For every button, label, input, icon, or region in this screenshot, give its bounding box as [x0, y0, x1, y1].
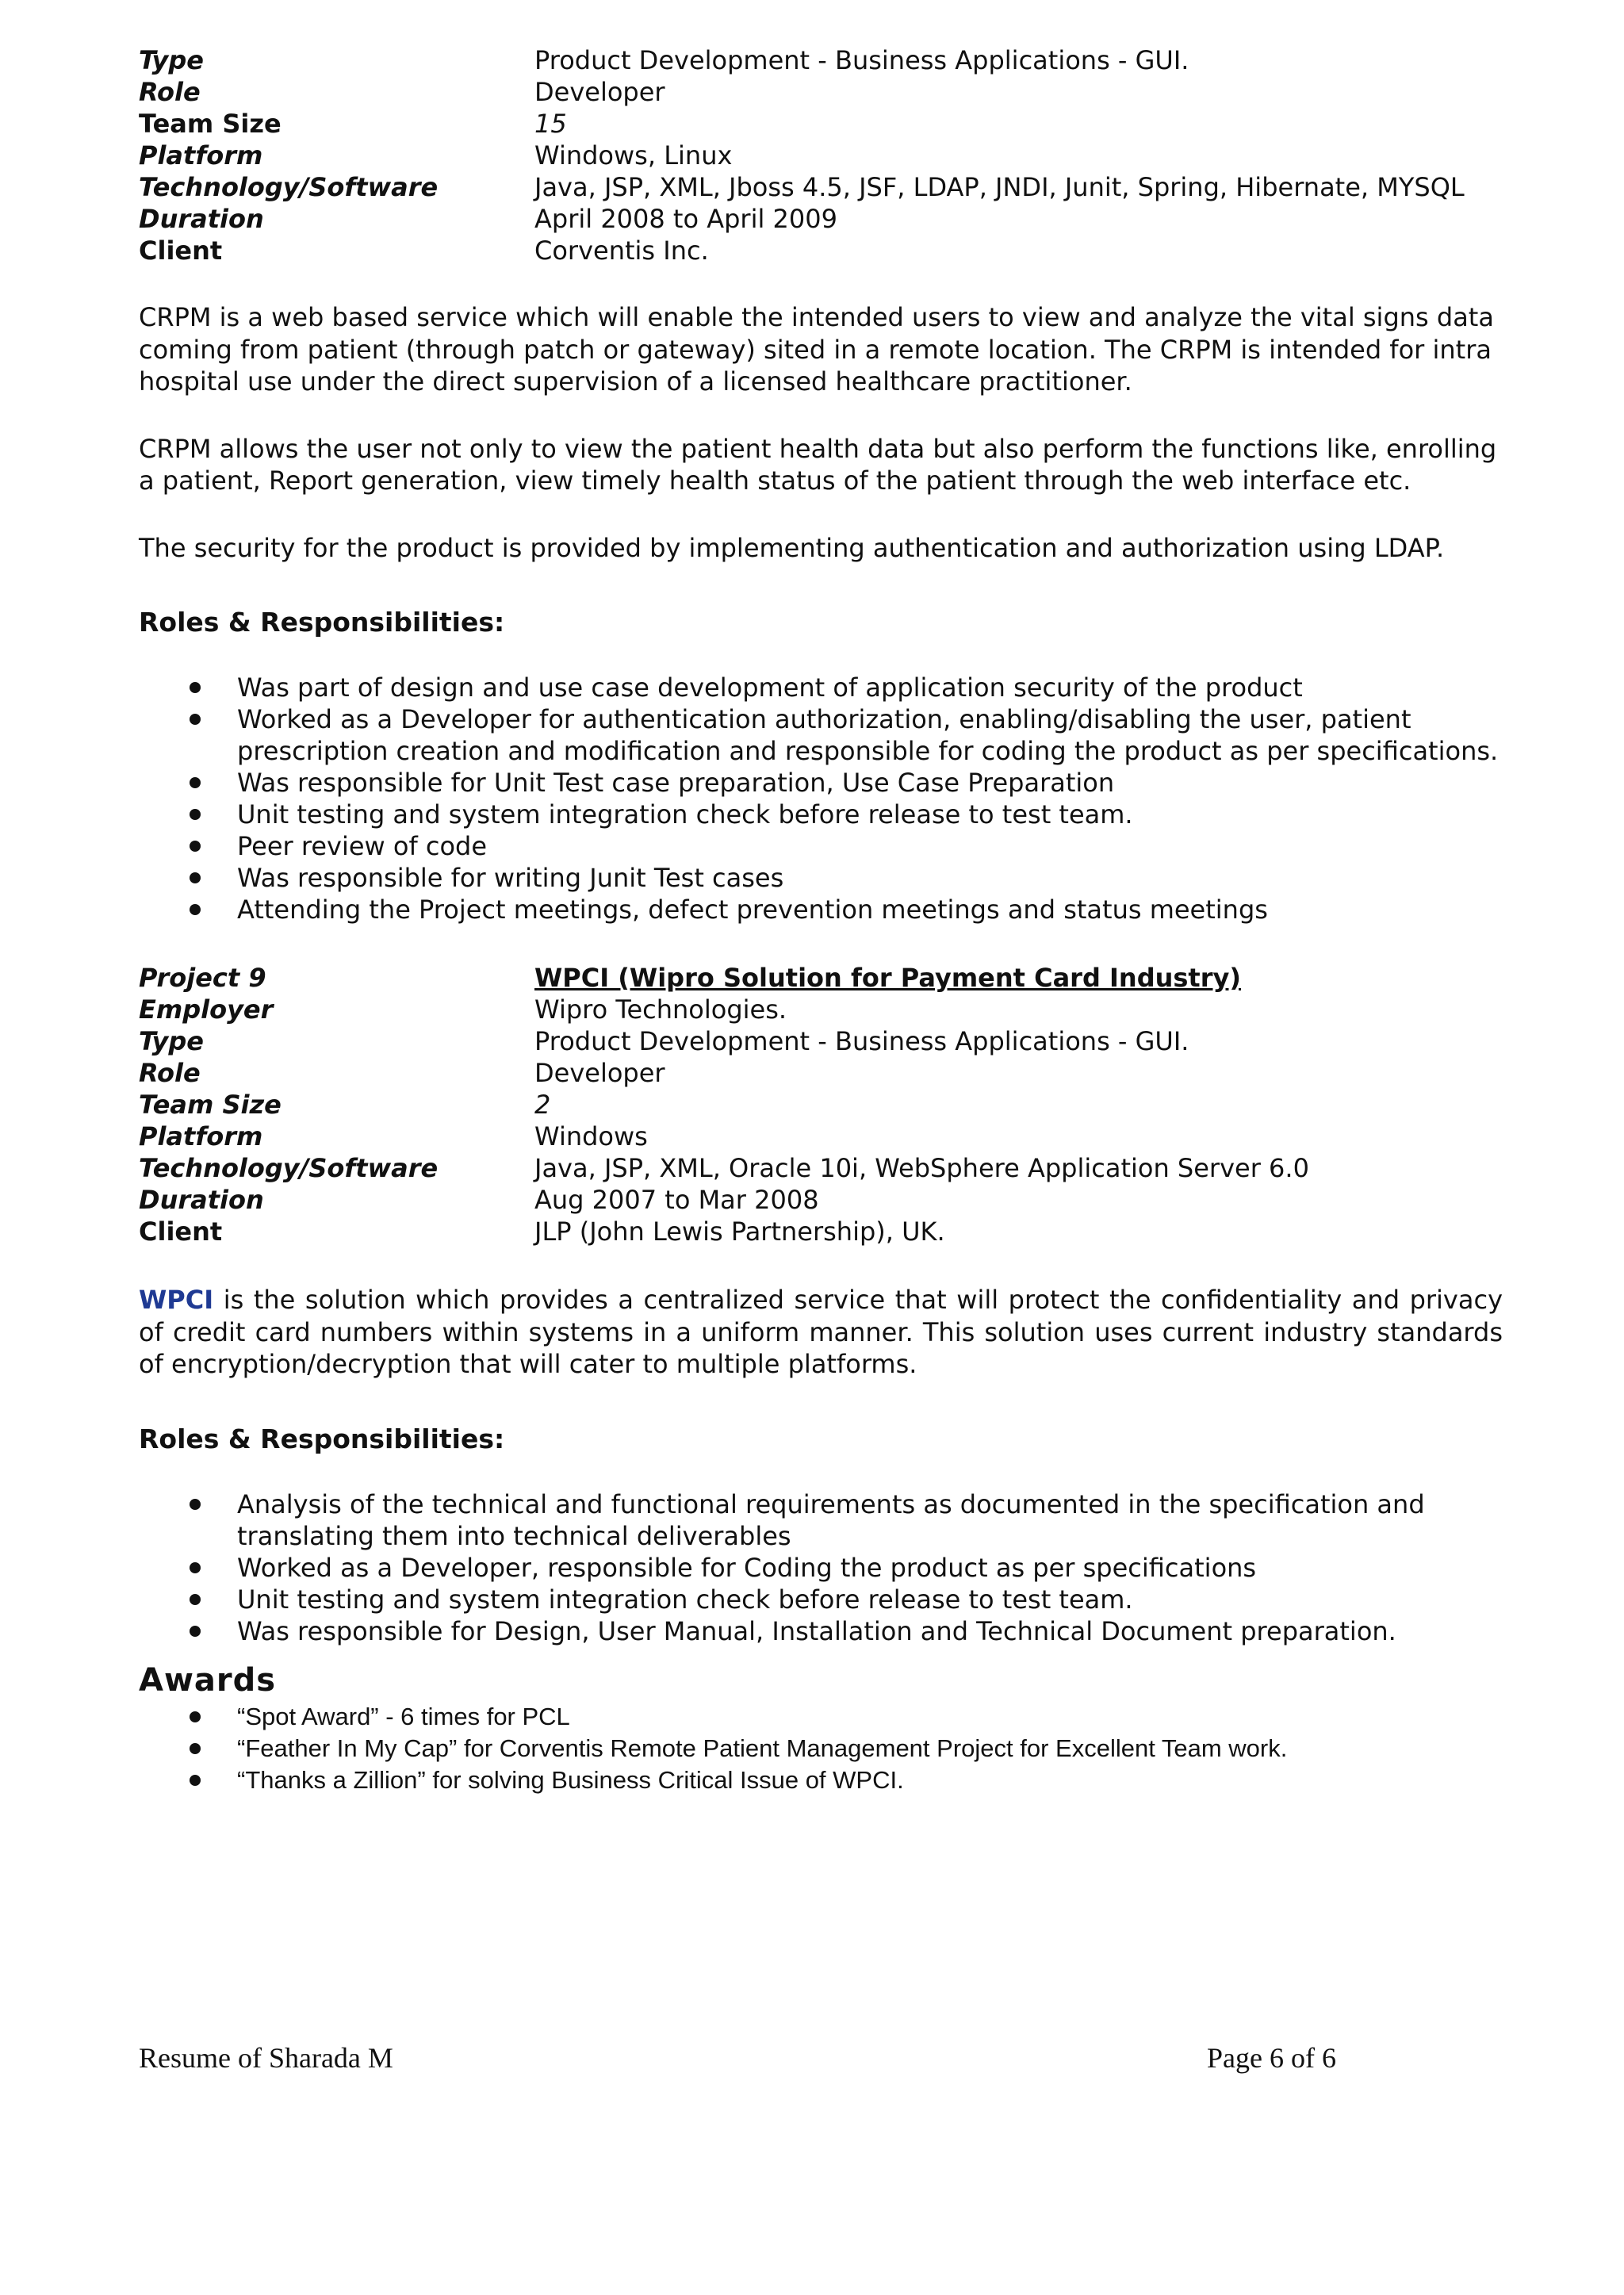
detail-value: Java, JSP, XML, Jboss 4.5, JSF, LDAP, JNDI, Junit, Spring, Hibernate, MYSQL — [534, 172, 1465, 202]
project8-description: CRPM allows the user not only to view the patient health data but also perform the functions like, enrolling a patient, Report generation, view timely health status of the patient through the web interface etc. — [139, 433, 1497, 496]
detail-label: Role — [139, 1058, 201, 1088]
detail-label: Team Size — [139, 109, 282, 139]
detail-row — [139, 1057, 1503, 1089]
list-item: Was responsible for Unit Test case preparation, Use Case Preparation — [139, 767, 1503, 799]
bullet-icon — [190, 1743, 201, 1754]
detail-row — [139, 1184, 1503, 1216]
bullet-icon — [190, 1711, 201, 1722]
detail-label: Client — [139, 1216, 223, 1247]
roles-heading: Roles & Responsibilities: — [139, 1423, 505, 1454]
list-item: Was part of design and use case development of application security of the product — [139, 672, 1503, 703]
detail-row — [139, 994, 1503, 1025]
detail-label: Technology/Software — [139, 172, 439, 202]
list-item: Was responsible for writing Junit Test cases — [139, 862, 1503, 894]
list-item: Attending the Project meetings, defect prevention meetings and status meetings — [139, 894, 1503, 925]
project-title: WPCI (Wipro Solution for Payment Card Industry) — [534, 963, 1241, 993]
detail-value: 2 — [534, 1090, 551, 1120]
detail-value: Corventis Inc. — [534, 236, 709, 266]
bullet-icon — [190, 809, 201, 820]
project8-details — [139, 44, 1503, 266]
list-item: Worked as a Developer for authentication authorization, enabling/disabling the user, patient prescription creation and modification and responsible for coding the product as per specifications. — [139, 703, 1503, 767]
detail-value: Developer — [534, 1058, 665, 1088]
bullet-icon — [190, 904, 201, 915]
project8-description: The security for the product is provided by implementing authentication and authorization using LDAP. — [139, 532, 1445, 563]
awards-list — [139, 1701, 1503, 1796]
bullet-icon — [190, 1775, 201, 1786]
project9-roles-list — [139, 1488, 1503, 1647]
detail-row — [139, 171, 1503, 203]
detail-row — [139, 1025, 1503, 1057]
detail-row — [139, 140, 1503, 171]
list-item: Worked as a Developer, responsible for Coding the product as per specifications — [139, 1552, 1503, 1584]
detail-value: Windows — [534, 1121, 648, 1151]
project8-description: CRPM is a web based service which will enable the intended users to view and analyze the vital signs data coming from patient (through patch or gateway) sited in a remote location. The CRPM is intended for intra hospital use under the direct supervision of a licensed healthcare practitioner. — [139, 302, 1494, 397]
bullet-icon — [190, 1594, 201, 1605]
list-item: “Feather In My Cap” for Corventis Remote Patient Management Project for Excellent Team work. — [139, 1733, 1503, 1764]
bullet-icon — [190, 841, 201, 852]
detail-value: Product Development - Business Applications - GUI. — [534, 45, 1189, 75]
detail-label: Project 9 — [139, 963, 266, 993]
detail-value: Developer — [534, 77, 665, 107]
detail-label: Duration — [139, 1185, 264, 1215]
detail-label: Platform — [139, 1121, 263, 1151]
bullet-icon — [190, 872, 201, 883]
detail-label: Platform — [139, 140, 263, 170]
detail-label: Duration — [139, 204, 264, 234]
project9-details — [139, 962, 1503, 1247]
bullet-icon — [190, 1626, 201, 1637]
detail-value: Wipro Technologies. — [534, 994, 787, 1025]
detail-label: Type — [139, 45, 204, 75]
detail-row — [139, 962, 1503, 994]
bullet-icon — [190, 1499, 201, 1510]
detail-row — [139, 1121, 1503, 1152]
detail-value: Java, JSP, XML, Oracle 10i, WebSphere Application Server 6.0 — [534, 1153, 1309, 1183]
list-item: Analysis of the technical and functional requirements as documented in the specification and translating them into technical deliverables — [139, 1488, 1503, 1552]
detail-value: Aug 2007 to Mar 2008 — [534, 1185, 819, 1215]
bullet-icon — [190, 682, 201, 693]
detail-label: Employer — [139, 994, 274, 1025]
detail-label: Client — [139, 236, 223, 266]
detail-row — [139, 76, 1503, 108]
bullet-icon — [190, 777, 201, 788]
list-item: Unit testing and system integration check before release to test team. — [139, 799, 1503, 830]
detail-row — [139, 1089, 1503, 1121]
list-item: “Thanks a Zillion” for solving Business Critical Issue of WPCI. — [139, 1764, 1503, 1796]
detail-label: Type — [139, 1026, 204, 1056]
detail-row — [139, 1216, 1503, 1247]
detail-value: JLP (John Lewis Partnership), UK. — [534, 1216, 945, 1247]
footer-title: Resume of Sharada M — [139, 2042, 393, 2074]
detail-label: Team Size — [139, 1090, 282, 1120]
page-number: Page 6 of 6 — [1207, 2042, 1336, 2074]
project8-roles-list — [139, 672, 1503, 925]
detail-value: Product Development - Business Applications - GUI. — [534, 1026, 1189, 1056]
roles-heading: Roles & Responsibilities: — [139, 607, 505, 638]
list-item: “Spot Award” - 6 times for PCL — [139, 1701, 1503, 1733]
detail-row — [139, 108, 1503, 140]
wpci-highlight: WPCI — [139, 1285, 214, 1315]
detail-label: Technology/Software — [139, 1153, 439, 1183]
detail-row — [139, 44, 1503, 76]
detail-value: 15 — [534, 109, 567, 139]
list-item: Was responsible for Design, User Manual, Installation and Technical Document preparation. — [139, 1615, 1503, 1647]
detail-label: Role — [139, 77, 201, 107]
resume-page — [139, 44, 1503, 1796]
page-footer — [139, 2041, 1336, 2075]
detail-row — [139, 203, 1503, 235]
detail-value: April 2008 to April 2009 — [534, 204, 837, 234]
bullet-icon — [190, 1562, 201, 1573]
detail-value: Windows, Linux — [534, 140, 733, 170]
list-item: Peer review of code — [139, 830, 1503, 862]
bullet-icon — [190, 714, 201, 725]
list-item: Unit testing and system integration check before release to test team. — [139, 1584, 1503, 1615]
awards-heading: Awards — [139, 1661, 277, 1699]
detail-row — [139, 235, 1503, 266]
detail-row — [139, 1152, 1503, 1184]
project9-description: WPCI is the solution which provides a centralized service that will protect the confidentiality and privacy of credit card numbers within systems in a uniform manner. This solution uses current industry standards of encryption/decryption that will cater to multiple platforms. — [139, 1285, 1503, 1379]
